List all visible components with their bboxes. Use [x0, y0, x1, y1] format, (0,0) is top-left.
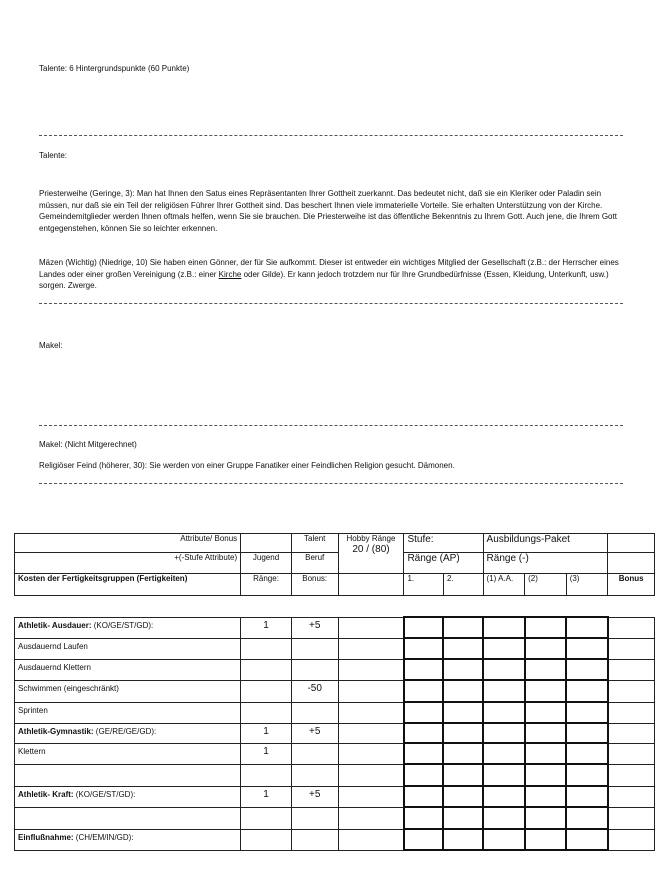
beruf-cell[interactable]	[291, 659, 338, 680]
divider	[39, 303, 623, 304]
divider	[39, 483, 623, 484]
maezen-text-2: oder Gilde). Er kann jedoch trotzdem nur für Ihre Grundbedürfnisse (Essen, Kleidung, Unterkunft, usw.) sorgen. Zwerge.	[39, 269, 609, 290]
hobby-cell[interactable]	[338, 807, 404, 829]
bonus-col-header: Bonus	[618, 574, 644, 583]
rank-box[interactable]	[525, 723, 567, 743]
rank-box[interactable]	[483, 807, 525, 829]
hobby-cell[interactable]	[338, 617, 404, 638]
beruf-cell[interactable]	[291, 807, 338, 829]
talente-label: Talente:	[39, 151, 68, 160]
table-row	[15, 659, 655, 680]
rank-box[interactable]	[483, 786, 525, 807]
rank-box[interactable]	[443, 829, 483, 850]
table-row	[15, 786, 655, 807]
skill-name: (CH/EM/IN/GD):	[73, 832, 134, 842]
rank-box[interactable]	[525, 786, 567, 807]
jugend-cell[interactable]	[241, 702, 292, 723]
jugend-cell[interactable]: 1	[241, 723, 292, 743]
divider	[39, 425, 623, 426]
bonus-cell[interactable]	[608, 638, 655, 659]
priesterweihe-paragraph: Priesterweihe (Geringe, 3): Man hat Ihnen den Satus eines Repräsentanten Ihrer Gottheit zuerkannt. Das bedeutet nicht, daß sie ein Kleriker oder Paladin sein müssen, nur daß sie ein Teil der religiösen Führer Ihrer Gottheit sind. Das beschert Ihnen viele immaterielle Vorteile. Sie erhalten Unterstützung von der Kirche. Gemeindemitglieder werden Ihnen oftmals helfen, wenn Sie sie brauchen. Die Priesterweihe ist das öffentliche Bekenntnis zu Ihrem Gott. Auch jene, die Ihrem Gott entgegenstehen, können Sie so leichter erkennen.	[39, 189, 617, 233]
bonus-cell[interactable]	[608, 786, 655, 807]
rank-box[interactable]	[443, 764, 483, 786]
beruf-cell[interactable]: +5	[291, 617, 338, 638]
rank-box[interactable]	[525, 617, 567, 638]
jugend-cell[interactable]	[241, 807, 292, 829]
jugend-cell[interactable]: 1	[241, 743, 292, 764]
beruf-cell[interactable]	[291, 638, 338, 659]
rank-box[interactable]	[443, 659, 483, 680]
rank-box[interactable]	[443, 638, 483, 659]
stufe-header: Stufe:	[404, 534, 483, 553]
maezen-paragraph	[39, 257, 631, 292]
rank-box[interactable]	[483, 680, 525, 702]
skill-name: (KO/GE/ST/GD):	[91, 620, 154, 630]
rank-box[interactable]	[443, 702, 483, 723]
jugend-cell[interactable]: 1	[241, 617, 292, 638]
skills-header-table	[14, 533, 655, 596]
rank-box[interactable]	[404, 702, 444, 723]
rank-box[interactable]	[483, 764, 525, 786]
table-row	[15, 617, 655, 638]
jugend-cell[interactable]	[241, 829, 292, 850]
kirche-link[interactable]: Kirche	[218, 269, 242, 279]
table-row	[15, 680, 655, 702]
hobby-cell[interactable]	[338, 680, 404, 702]
hobby-cell[interactable]	[338, 659, 404, 680]
beruf-cell[interactable]	[291, 743, 338, 764]
hobby-cell[interactable]	[338, 723, 404, 743]
hobby-cell[interactable]	[338, 702, 404, 723]
col-a1-header: (1) A.A.	[483, 574, 525, 596]
rank-box[interactable]	[525, 764, 567, 786]
rank-box[interactable]	[483, 743, 525, 764]
bonus-cell[interactable]	[608, 829, 655, 850]
bonus-cell[interactable]	[608, 743, 655, 764]
rank-box[interactable]	[525, 659, 567, 680]
raenge-ap-header: Ränge (AP)	[404, 553, 483, 574]
rank-box[interactable]	[566, 786, 608, 807]
rank-box[interactable]	[566, 829, 608, 850]
table-row	[15, 764, 655, 786]
skill-name: Ausdauernd Klettern	[18, 662, 91, 672]
beruf-cell[interactable]	[291, 829, 338, 850]
skill-name: (KO/GE/ST/GD):	[73, 789, 136, 799]
beruf-cell[interactable]: +5	[291, 723, 338, 743]
skill-group-name: Athletik-Gymnastik:	[18, 726, 94, 736]
jugend-cell[interactable]	[241, 638, 292, 659]
rank-box[interactable]	[566, 617, 608, 638]
table-row	[15, 638, 655, 659]
rank-box[interactable]	[525, 638, 567, 659]
rank-box[interactable]	[404, 786, 444, 807]
ausbildung-header: Ausbildungs-Paket	[483, 534, 608, 553]
col-1-header: 1.	[404, 574, 444, 596]
bonus-cell[interactable]	[608, 617, 655, 638]
jugend-cell[interactable]	[241, 680, 292, 702]
talent-header: Talent	[291, 534, 338, 553]
rank-box[interactable]	[443, 786, 483, 807]
skill-group-name: Einflußnahme:	[18, 832, 74, 842]
jugend-header: Jugend	[241, 553, 292, 574]
rank-box[interactable]	[443, 723, 483, 743]
bonus-cell[interactable]	[608, 723, 655, 743]
jugend-cell[interactable]	[241, 659, 292, 680]
hobby-header: Hobby Ränge	[346, 534, 396, 543]
rank-box[interactable]	[443, 617, 483, 638]
skill-name: Sprinten	[18, 705, 48, 715]
rank-box[interactable]	[483, 723, 525, 743]
attr-bonus-header: Attribute/ Bonus	[15, 534, 241, 553]
beruf-cell[interactable]: -50	[291, 680, 338, 702]
raenge-minus-header: Ränge (-)	[483, 553, 608, 574]
rank-box[interactable]	[483, 659, 525, 680]
rank-box[interactable]	[443, 680, 483, 702]
makel-nicht-mitgerechnet: Makel: (Nicht Mitgerechnet)	[39, 440, 137, 449]
jugend-cell[interactable]	[241, 764, 292, 786]
rank-box[interactable]	[566, 659, 608, 680]
skill-name: Schwimmen (eingeschränkt)	[18, 683, 119, 693]
col-2-header: 2.	[443, 574, 483, 596]
rank-box[interactable]	[566, 702, 608, 723]
rank-box[interactable]	[404, 743, 444, 764]
rank-box[interactable]	[566, 723, 608, 743]
rank-box[interactable]	[525, 702, 567, 723]
talente-heading: Talente: 6 Hintergrundspunkte (60 Punkte)	[39, 64, 190, 73]
bonus-cell[interactable]	[608, 680, 655, 702]
raenge-header: Ränge:	[241, 574, 292, 596]
skill-group-name: Athletik- Kraft:	[18, 789, 74, 799]
skill-name: Klettern	[18, 746, 46, 756]
table-row	[15, 807, 655, 829]
bonus-cell[interactable]	[608, 807, 655, 829]
skill-name: Ausdauernd Laufen	[18, 641, 88, 651]
table-row	[15, 829, 655, 850]
rank-box[interactable]	[404, 764, 444, 786]
rank-box[interactable]	[404, 807, 444, 829]
rank-box[interactable]	[404, 638, 444, 659]
table-row	[15, 723, 655, 743]
rank-box[interactable]	[404, 829, 444, 850]
col-a3-header: (3)	[566, 574, 608, 596]
bonus-cell[interactable]	[608, 659, 655, 680]
rank-box[interactable]	[483, 829, 525, 850]
col-a2-header: (2)	[525, 574, 567, 596]
rank-box[interactable]	[525, 829, 567, 850]
beruf-header: Beruf	[291, 553, 338, 574]
maezen-text-1: Mäzen (Wichtig) (Niedrige, 10) Sie haben einen Gönner, der für Sie aufkommt. Dieser ist entweder ein wichtiges Mitglied der Gesellschaft (z.B.: der Herrscher eines Landes oder einer großen Vereinigung (z.B.: einer	[39, 258, 619, 279]
beruf-cell[interactable]: +5	[291, 786, 338, 807]
rank-box[interactable]	[566, 743, 608, 764]
rank-box[interactable]	[443, 743, 483, 764]
rank-box[interactable]	[443, 807, 483, 829]
hobby-cell[interactable]	[338, 764, 404, 786]
rank-box[interactable]	[566, 807, 608, 829]
beruf-cell[interactable]	[291, 764, 338, 786]
stufe-attribute-header: +(-Stufe Attribute)	[15, 553, 241, 574]
hobby-cell[interactable]	[338, 786, 404, 807]
hobby-cell[interactable]	[338, 743, 404, 764]
bonus-header: Bonus:	[291, 574, 338, 596]
hobby-value: 20 / (80)	[352, 544, 390, 555]
rank-box[interactable]	[566, 764, 608, 786]
beruf-cell[interactable]	[291, 702, 338, 723]
bonus-cell[interactable]	[608, 702, 655, 723]
table-row	[15, 702, 655, 723]
hobby-cell[interactable]	[338, 638, 404, 659]
bonus-cell[interactable]	[608, 764, 655, 786]
religioeser-feind: Religiöser Feind (höherer, 30): Sie werden von einer Gruppe Fanatiker einer Feindlichen Religion gesucht. Dämonen.	[39, 461, 455, 470]
rank-box[interactable]	[404, 723, 444, 743]
skill-name: (GE/RE/GE/GD):	[93, 726, 157, 736]
rank-box[interactable]	[483, 638, 525, 659]
rank-box[interactable]	[525, 807, 567, 829]
rank-box[interactable]	[404, 617, 444, 638]
skill-group-name: Athletik- Ausdauer:	[18, 620, 92, 630]
kosten-header: Kosten der Fertigkeitsgruppen (Fertigkeiten)	[18, 574, 188, 583]
rank-box[interactable]	[483, 617, 525, 638]
jugend-cell[interactable]: 1	[241, 786, 292, 807]
table-row	[15, 743, 655, 764]
rank-box[interactable]	[525, 680, 567, 702]
rank-box[interactable]	[483, 702, 525, 723]
rank-box[interactable]	[404, 680, 444, 702]
rank-box[interactable]	[566, 680, 608, 702]
divider	[39, 135, 623, 136]
rank-box[interactable]	[525, 743, 567, 764]
skills-table	[14, 616, 655, 851]
rank-box[interactable]	[566, 638, 608, 659]
hobby-cell[interactable]	[338, 829, 404, 850]
makel-label: Makel:	[39, 341, 63, 350]
rank-box[interactable]	[404, 659, 444, 680]
